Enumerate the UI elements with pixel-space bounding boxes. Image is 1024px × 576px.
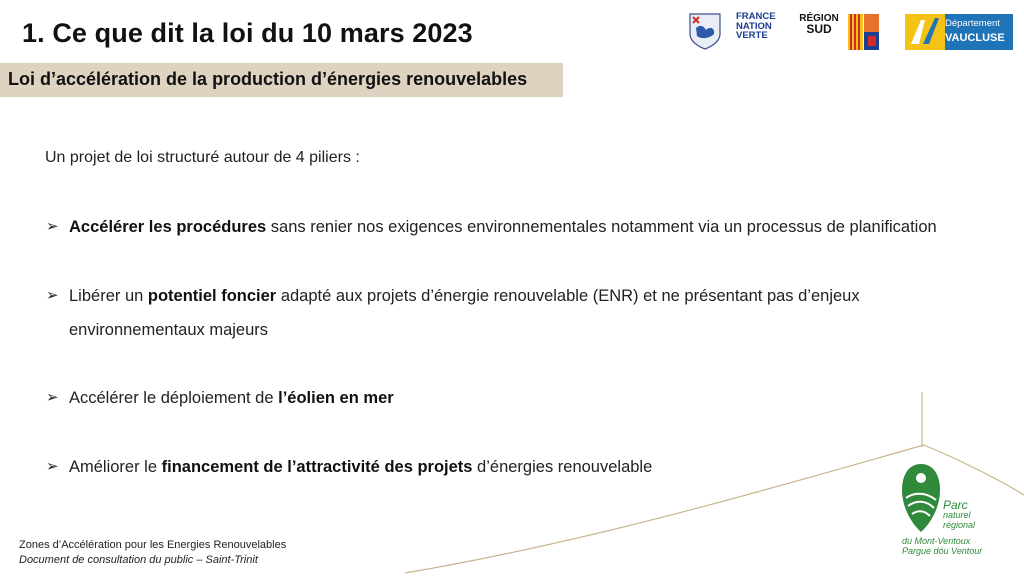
- vaucluse-logo: Département VAUCLUSE: [905, 14, 1013, 50]
- page-title: 1. Ce que dit la loi du 10 mars 2023: [22, 18, 473, 48]
- parc-logo-subtext: du Mont-Ventoux Pargue dóu Ventour: [902, 536, 983, 556]
- footer: [19, 538, 286, 568]
- intro-text: Un projet de loi structuré autour de 4 piliers :: [45, 149, 360, 166]
- region-sud-logo: RÉGION SUD: [799, 13, 839, 36]
- saint-trinit-crest-icon: [688, 12, 722, 50]
- arrow-bullet-icon: ➢: [46, 458, 59, 475]
- region-sud-flag-icon: [848, 12, 880, 52]
- footer-title: Zones d’Accélération pour les Energies Renouvelables: [19, 539, 287, 551]
- arrow-bullet-icon: ➢: [46, 389, 59, 406]
- parc-mont-ventoux-icon: [900, 462, 942, 534]
- parc-logo-text: Parc naturel régional: [943, 498, 976, 530]
- section-subtitle: Loi d’accélération de la production d’énergies renouvelables: [8, 69, 528, 89]
- france-nation-verte-logo: FRANCE NATION VERTE: [736, 11, 776, 41]
- subtitle-band: [0, 63, 563, 97]
- arrow-bullet-icon: ➢: [46, 218, 59, 235]
- arrow-bullet-icon: ➢: [46, 287, 59, 304]
- footer-document: Document de consultation du public – Saint-Trinit: [19, 554, 258, 566]
